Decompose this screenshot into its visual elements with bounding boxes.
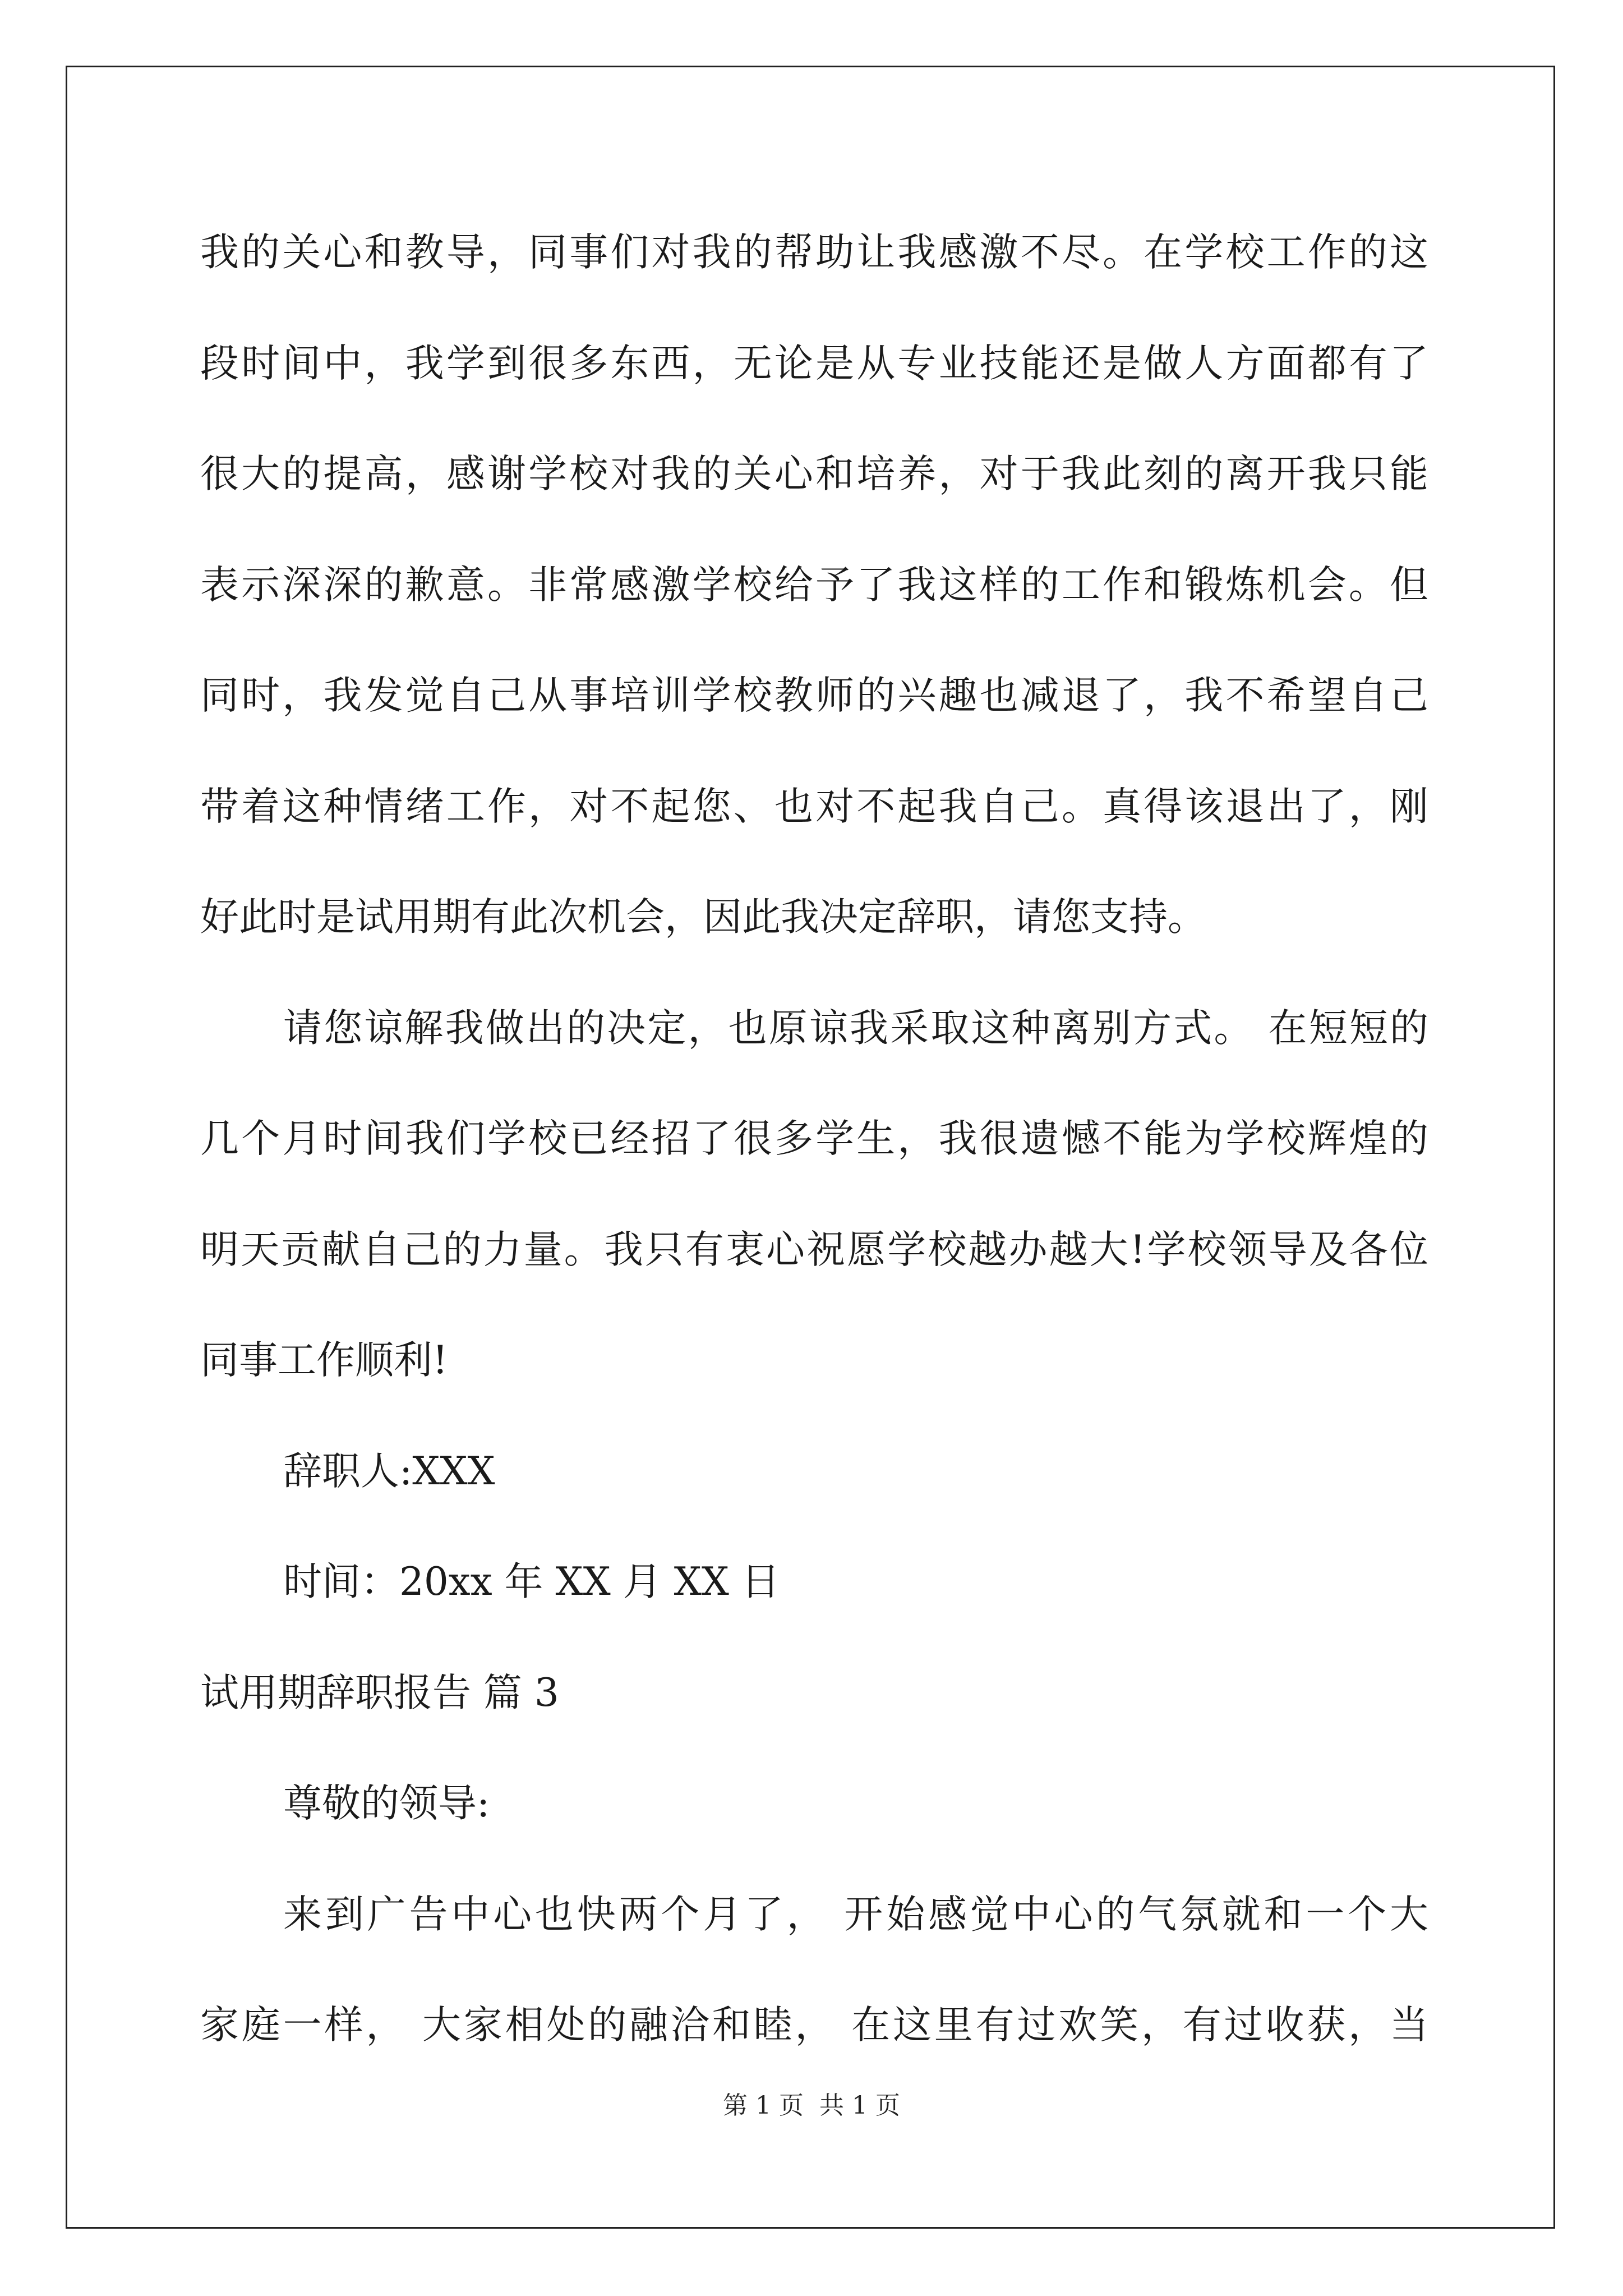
text-line: 试用期辞职报告 篇 3 [200, 1670, 559, 1715]
document-body [200, 197, 1428, 2081]
page-number-label: 第 1 页 共 1 页 [723, 2091, 900, 2120]
text-line: 来到广告中心也快两个月了， 开始感觉中心的气氛就和一个大 [283, 1892, 1428, 1937]
text-line: 时间：20xx 年 XX 月 XX 日 [283, 1559, 780, 1604]
text-line: 家庭一样， 大家相处的融洽和睦， 在这里有过欢笑，有过收获，当 [200, 2003, 1428, 2047]
text-line: 很大的提高，感谢学校对我的关心和培养，对于我此刻的离开我只能 [200, 452, 1428, 496]
text-line: 请您谅解我做出的决定，也原谅我采取这种离别方式。 在短短的 [283, 1005, 1428, 1051]
text-line: 同时，我发觉自己从事培训学校教师的兴趣也减退了，我不希望自己 [200, 673, 1428, 718]
text-line: 我的关心和教导，同事们对我的帮助让我感激不尽。在学校工作的这 [200, 230, 1428, 275]
page-footer [0, 2089, 1623, 2123]
text-line: 带着这种情绪工作，对不起您、也对不起我自己。真得该退出了，刚 [200, 784, 1428, 829]
text-line: 好此时是试用期有此次机会，因此我决定辞职，请您支持。 [200, 895, 1206, 940]
text-line: 段时间中，我学到很多东西，无论是从专业技能还是做人方面都有了 [200, 341, 1428, 386]
text-line: 明天贡献自己的力量。我只有衷心祝愿学校越办越大!学校领导及各位 [200, 1227, 1428, 1272]
text-line: 同事工作顺利! [200, 1338, 448, 1383]
text-line: 尊敬的领导: [283, 1781, 490, 1826]
text-line: 表示深深的歉意。非常感激学校给予了我这样的工作和锻炼机会。但 [200, 562, 1428, 608]
text-line: 辞职人:XXX [283, 1448, 495, 1494]
text-line: 几个月时间我们学校已经招了很多学生，我很遗憾不能为学校辉煌的 [200, 1116, 1428, 1161]
